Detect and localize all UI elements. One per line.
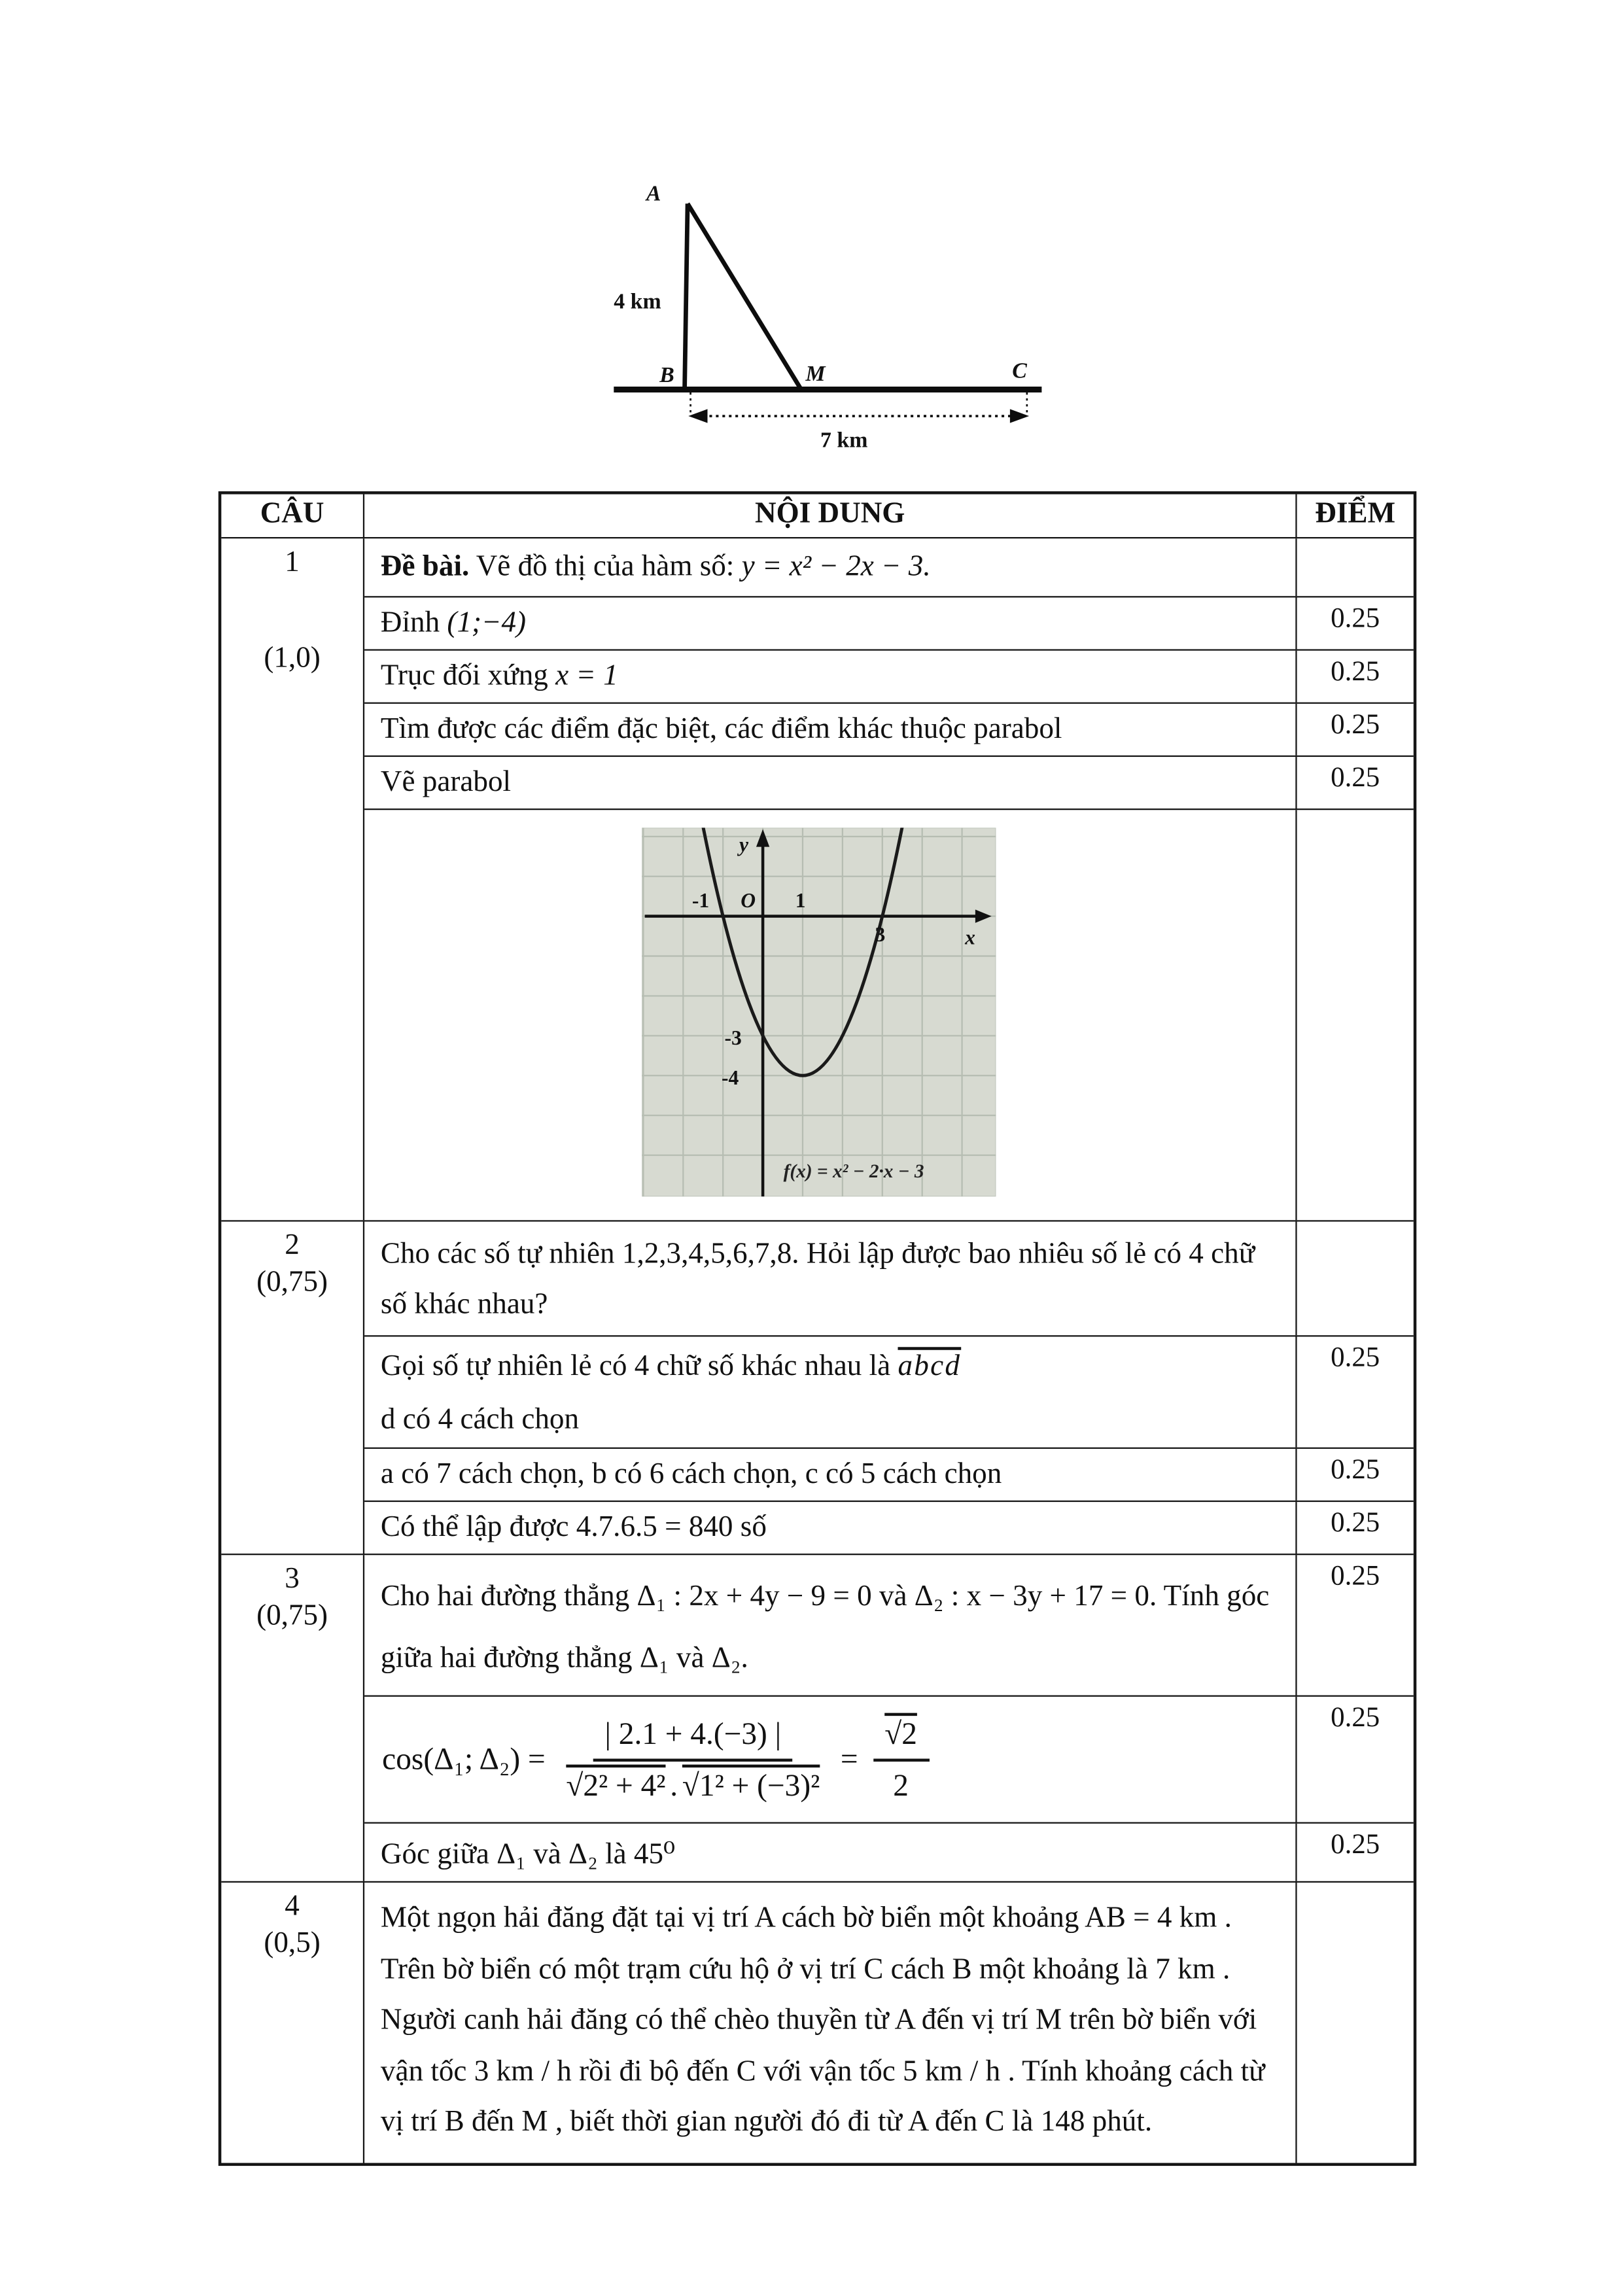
q3-intro-text <box>364 1555 1295 1695</box>
score-value: 0.25 <box>1331 1342 1380 1374</box>
score-cell <box>1295 597 1413 649</box>
q3-formula-equals: = <box>840 1741 858 1777</box>
score-value: 0.25 <box>1331 1561 1380 1592</box>
q1-step2-text <box>364 651 1295 703</box>
score-value: 0.25 <box>1331 1508 1380 1539</box>
q2-step1-row <box>364 1335 1414 1447</box>
q3-result-numerator: √2 <box>873 1714 929 1761</box>
q1-graph-row <box>364 809 1414 1220</box>
score-value: 0.25 <box>1331 1702 1380 1734</box>
q4-score-cell-empty <box>1295 1883 1413 2162</box>
score-cell <box>1295 757 1413 809</box>
q1-step2-math: x = 1 <box>555 659 618 692</box>
graph-tick-3: 3 <box>875 923 886 947</box>
q2-step2-text <box>364 1449 1295 1501</box>
q1-body <box>364 538 1414 1220</box>
figure-label-a: A <box>646 181 661 206</box>
graph-tick-neg4: -4 <box>721 1066 739 1089</box>
q2-step1-line1 <box>381 1344 1278 1389</box>
score-value: 0.25 <box>1331 656 1380 688</box>
q2-intro-row <box>364 1222 1414 1336</box>
q3-result-fraction <box>873 1714 929 1805</box>
table-header <box>221 495 1413 537</box>
q1-intro-plain: Vẽ đồ thị của hàm số: <box>469 550 742 583</box>
q1-intro-label: Đề bài. <box>380 550 470 583</box>
q3-den-dot: . <box>670 1766 678 1803</box>
q1-step4-text <box>364 757 1295 809</box>
q2-step1-plain: Gọi số tự nhiên lẻ có 4 chữ số khác nhau là <box>380 1349 898 1383</box>
graph-tick-neg1: -1 <box>691 889 710 913</box>
q2-step3-row <box>364 1501 1414 1554</box>
figure-label-b: B <box>659 363 674 388</box>
graph-y-label: y <box>739 833 749 856</box>
dimension-arrow <box>691 392 1027 422</box>
score-cell <box>1295 1449 1413 1501</box>
q1-step-row <box>364 596 1414 649</box>
q2-step3-plain: Có thể lập được 4.7.6.5 = 840 số <box>380 1510 767 1544</box>
score-value: 0.25 <box>1331 709 1380 741</box>
q2-step1-line2-text: d có 4 cách chọn <box>380 1402 580 1436</box>
q2-step1-line2 <box>381 1397 1278 1442</box>
q4-problem-text <box>364 1883 1295 2162</box>
q3-number: 3 <box>285 1562 300 1595</box>
q4-points: (0,5) <box>264 1926 321 1960</box>
q1-graph-cell <box>364 810 1295 1220</box>
q1-step1-text <box>364 597 1295 649</box>
q2-step3-text <box>364 1502 1295 1554</box>
q1-number: 1 <box>285 546 300 579</box>
q3-formula-lhs: cos(Δ₁; Δ₂) = <box>382 1741 546 1777</box>
question-1-block <box>221 537 1413 1220</box>
q1-intro-row <box>364 538 1414 596</box>
q1-step4-plain: Vẽ parabol <box>380 765 512 799</box>
q3-formula-row <box>364 1696 1414 1822</box>
q2-step2-row <box>364 1448 1414 1501</box>
score-cell <box>1295 1502 1413 1554</box>
q2-body <box>364 1222 1414 1554</box>
q1-step-row <box>364 703 1414 756</box>
header-diem: ĐIỂM <box>1295 495 1413 537</box>
q3-formula-fraction <box>560 1714 826 1805</box>
q3-result-denominator: 2 <box>893 1766 909 1803</box>
q1-step1-plain: Đỉnh <box>380 606 447 639</box>
q4-body <box>364 1883 1414 2162</box>
q3-den-radical-2: √1² + (−3)² <box>682 1766 820 1803</box>
graph-tick-1: 1 <box>795 889 806 913</box>
q1-step-row <box>364 756 1414 809</box>
q1-step2-plain: Trục đối xứng <box>380 659 556 692</box>
figure-height-label: 4 km <box>614 289 661 314</box>
q3-body <box>364 1555 1414 1881</box>
q3-formula-numerator: | 2.1 + 4.(−3) | <box>593 1714 793 1761</box>
score-cell <box>1295 1555 1413 1695</box>
q2-number: 2 <box>285 1228 300 1262</box>
q4-cau-cell <box>221 1883 364 2162</box>
q1-cau-cell <box>221 538 364 1220</box>
answer-table <box>218 491 1416 2165</box>
q2-step1-overline: abcd <box>898 1349 962 1383</box>
parabola-graph <box>642 827 996 1196</box>
q3-cos-formula <box>364 1697 1295 1822</box>
score-cell <box>1295 1697 1413 1822</box>
q3-formula-denominator <box>560 1761 826 1805</box>
q3-den-radical-1: √2² + 4² <box>566 1766 666 1803</box>
score-cell <box>1295 651 1413 703</box>
triangle-figure <box>593 160 1066 462</box>
score-cell <box>1295 704 1413 756</box>
q1-step1-math: (1;−4) <box>447 606 527 639</box>
graph-origin-label: O <box>741 889 756 913</box>
q1-step-row <box>364 649 1414 702</box>
q4-problem-plain: Một ngọn hải đăng đặt tại vị trí A cách bờ biển một khoảng AB = 4 km . Trên bờ biển có một trạm cứu hộ ở vị trí C cách B một khoảng là 7 km . Người canh hải đăng có thể chèo thuyền từ A đến vị trí M trên bờ biển với vận tốc 3 km / h rồi đi bộ đến C với vận tốc 5 km / h . Tính khoảng cách từ vị trí B đến M , biết thời gian người đó đi từ A đến C là 148 phút. <box>380 1902 1265 2138</box>
q1-points: (1,0) <box>264 642 321 674</box>
question-4-block <box>221 1881 1413 2163</box>
q1-intro-formula: y = x² − 2x − 3. <box>741 550 931 583</box>
question-3-block <box>221 1554 1413 1881</box>
header-cau: CÂU <box>221 495 364 537</box>
score-cell <box>1295 1336 1413 1447</box>
q4-text-row <box>364 1883 1414 2162</box>
triangle-lines <box>614 203 1041 389</box>
q1-step3-plain: Tìm được các điểm đặc biệt, các điểm khác thuộc parabol <box>380 712 1062 746</box>
q1-intro-score-cell <box>1295 538 1413 596</box>
score-value: 0.25 <box>1331 1454 1380 1486</box>
score-value: 0.25 <box>1331 603 1380 635</box>
q2-intro-plain: Cho các số tự nhiên 1,2,3,4,5,6,7,8. Hỏi lập được bao nhiêu số lẻ có 4 chữ số khác nhau? <box>380 1238 1255 1321</box>
q1-step3-text <box>364 704 1295 756</box>
q2-points: (0,75) <box>256 1266 328 1298</box>
q1-intro-text <box>364 538 1295 596</box>
score-cell <box>1295 1824 1413 1881</box>
figure-base-label: 7 km <box>820 428 868 453</box>
header-noidung: NỘI DUNG <box>755 497 905 530</box>
q3-intro-plain: Cho hai đường thẳng Δ₁ : 2x + 4y − 9 = 0 và Δ₂ : x − 3y + 17 = 0. Tính góc giữa hai đường thẳng Δ₁ và Δ₂. <box>380 1580 1270 1675</box>
graph-background <box>642 827 996 1196</box>
graph-caption: f(x) = x² − 2·x − 3 <box>783 1160 924 1182</box>
graph-x-label: x <box>965 926 975 949</box>
q4-number: 4 <box>285 1890 300 1922</box>
question-2-block <box>221 1220 1413 1554</box>
q3-conclusion-plain: Góc giữa Δ₁ và Δ₂ là 45⁰ <box>380 1838 676 1871</box>
q3-intro-row <box>364 1555 1414 1695</box>
q2-step2-plain: a có 7 cách chọn, b có 6 cách chọn, c có 5 cách chọn <box>380 1457 1002 1491</box>
figure-label-m: M <box>805 361 826 386</box>
score-cell-empty <box>1295 810 1413 1220</box>
q2-intro-score-cell <box>1295 1222 1413 1336</box>
q2-cau-cell <box>221 1222 364 1554</box>
q3-points: (0,75) <box>256 1599 328 1632</box>
score-value: 0.25 <box>1331 1829 1380 1861</box>
score-value: 0.25 <box>1331 763 1380 794</box>
q2-intro-text <box>364 1222 1295 1336</box>
graph-tick-neg3: -3 <box>724 1026 742 1049</box>
q3-cau-cell <box>221 1555 364 1881</box>
figure-label-c: C <box>1012 358 1027 383</box>
q3-conclusion-row <box>364 1822 1414 1881</box>
q3-conclusion-text <box>364 1824 1295 1881</box>
q2-step1-text <box>364 1336 1295 1447</box>
